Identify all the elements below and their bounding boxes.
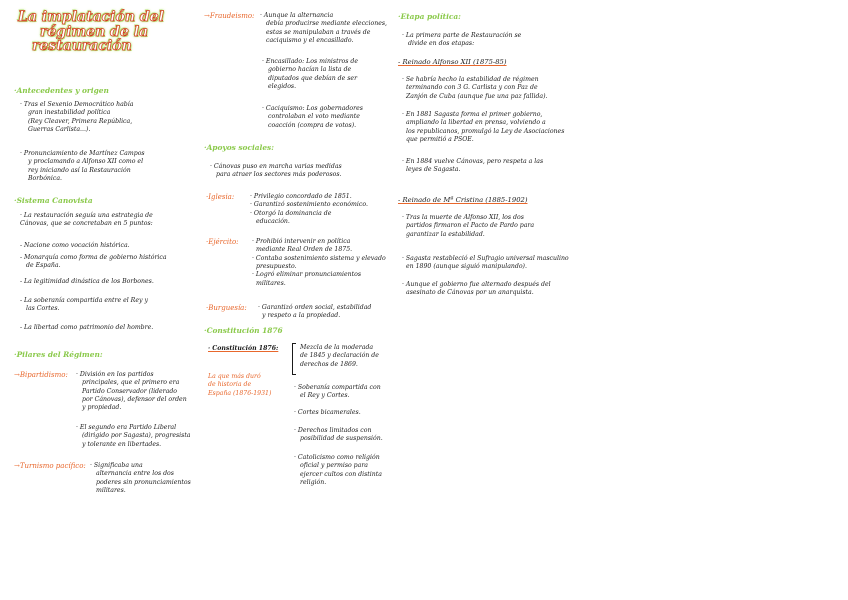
ejercito-label: ·Ejército:: [206, 238, 239, 246]
page-title: [18, 10, 198, 54]
sistema-item: - La legitimidad dinástica de los Borbones.: [20, 278, 154, 285]
title-line: régimen de la: [40, 23, 149, 40]
cristina-paragraph-2: · Sagasta restableció el Sufragio universal masculino en 1890 (aunque siguió manipulando).: [402, 255, 569, 271]
constitucion-item: · Catolicismo como religión oficial y permiso para ejercer cultos con distinta religión.: [294, 454, 382, 487]
fraudeismo-label: →Fraudeismo:: [204, 12, 255, 20]
antecedentes-paragraph-2: · Pronunciamiento de Martínez Campos y proclamando a Alfonso XII como el rey iniciando así la Restauración Borbónica.: [20, 150, 145, 183]
alfonso-paragraph-1: · Se habría hecho la estabilidad de régimen terminando con 3 G. Carlista y con Paz de Zanjón de Cuba (aunque fue una paz fallida).: [402, 76, 548, 100]
constitucion-note: La que más duró de historia de España (1876-1931): [208, 373, 272, 397]
constitucion-item: · Derechos limitados con posibilidad de suspensión.: [294, 427, 383, 443]
bipartidismo-label: →Bipartidismo:: [14, 371, 68, 379]
reinado-cristina-heading: - Reinado de Mª Cristina (1885-1902): [398, 196, 528, 204]
constitucion-item: · Cortes bicamerales.: [294, 409, 361, 416]
bipartidismo-paragraph-2: · El segundo era Partido Liberal (dirigido por Sagasta), progresista y tolerante en libertades.: [76, 424, 191, 448]
turnismo-label: →Turnismo pacífico:: [14, 462, 86, 470]
fraude-paragraph-1: · Aunque la alternancia debía producirse mediante elecciones, estas se manipulaban a través de caciquismo y el encasillado.: [260, 12, 387, 45]
burguesia-label: ·Burguesía:: [206, 304, 247, 312]
reinado-alfonso-heading: - Reinado Alfonso XII (1875-85): [398, 58, 507, 66]
etapa-heading: ·Etapa política:: [398, 12, 461, 21]
constitucion-heading: ·Constitución 1876: [204, 326, 283, 335]
constitucion-item: · Soberanía compartida con el Rey y Cortes.: [294, 384, 381, 400]
iglesia-list: · Privilegio concordado de 1851. · Garantizó sostenimiento económico. · Otorgó la dominancia de educación.: [250, 193, 368, 226]
antecedentes-paragraph-1: · Tras el Sexenio Democrático había gran inestabilidad política (Rey Cleaver, Primera República, Guerras Carlista...).: [20, 101, 134, 134]
cristina-paragraph-1: · Tras la muerte de Alfonso XII, los dos partidos firmaron el Pacto de Pardo para garantizar la estabilidad.: [402, 214, 535, 238]
cristina-paragraph-3: · Aunque el gobierno fue alternado después del asesinato de Cánovas por un anarquista.: [402, 281, 551, 297]
alfonso-paragraph-3: · En 1884 vuelve Cánovas, pero respeta a las leyes de Sagasta.: [402, 158, 544, 174]
apoyos-paragraph: · Cánovas puso en marcha varias medidas para atraer los sectores más poderosos.: [210, 163, 342, 179]
sistema-heading: ·Sistema Canovista: [14, 196, 93, 205]
sistema-paragraph: · La restauración seguía una estrategia de Cánovas, que se concretaban en 5 puntos:: [20, 212, 153, 228]
title-line: La implatación del: [18, 9, 164, 25]
bipartidismo-paragraph-1: · División en los partidos principales, que el primero era Partido Conservador (liderado por Cánovas), defensor del orden y propiedad.: [76, 371, 187, 412]
ejercito-list: · Prohibió intervenir en política mediante Real Orden de 1875. · Contaba sostenimiento sistema y elevado presupuesto. · Logró eliminar pronunciamientos militares.: [252, 238, 386, 287]
constitucion-title: · Constitución 1876:: [208, 345, 279, 352]
etapa-paragraph: · La primera parte de Restauración se divide en dos etapas:: [402, 32, 522, 48]
fraude-paragraph-3: · Caciquismo: Los gobernadores controlaban el voto mediante coacción (compra de votos).: [262, 105, 363, 129]
sistema-item: - Nacione como vocación histórica.: [20, 242, 130, 249]
title-line: restauración: [32, 38, 132, 55]
apoyos-heading: ·Apoyos sociales:: [204, 143, 274, 152]
antecedentes-heading: ·Antecedentes y origen: [14, 86, 109, 95]
iglesia-label: ·Iglesia:: [206, 193, 235, 201]
sistema-item: - Monarquía como forma de gobierno histórica de España.: [20, 254, 167, 270]
constitucion-bracket-text: Mezcla de la moderada de 1845 y declaración de derechos de 1869.: [300, 344, 379, 368]
alfonso-paragraph-2: · En 1881 Sagasta forma el primer gobierno, ampliando la libertad en prensa, volviendo a los republicanos, promulgó la Ley de Asociaciones que permitió a PSOE.: [402, 111, 565, 144]
fraude-paragraph-2: · Encasillado: Los ministros de gobierno hacían la lista de diputados que debían de ser elegidos.: [262, 58, 359, 91]
sistema-item: - La libertad como patrimonio del hombre.: [20, 324, 154, 331]
turnismo-paragraph: · Significaba una alternancia entre los dos poderes sin pronunciamientos militares.: [90, 462, 191, 495]
burguesia-list: · Garantizó orden social, estabilidad y respeto a la propiedad.: [258, 304, 372, 320]
sistema-item: - La soberanía compartida entre el Rey y las Cortes.: [20, 297, 148, 313]
bracket: [292, 343, 296, 375]
pilares-heading: ·Pilares del Régimen:: [14, 350, 103, 359]
